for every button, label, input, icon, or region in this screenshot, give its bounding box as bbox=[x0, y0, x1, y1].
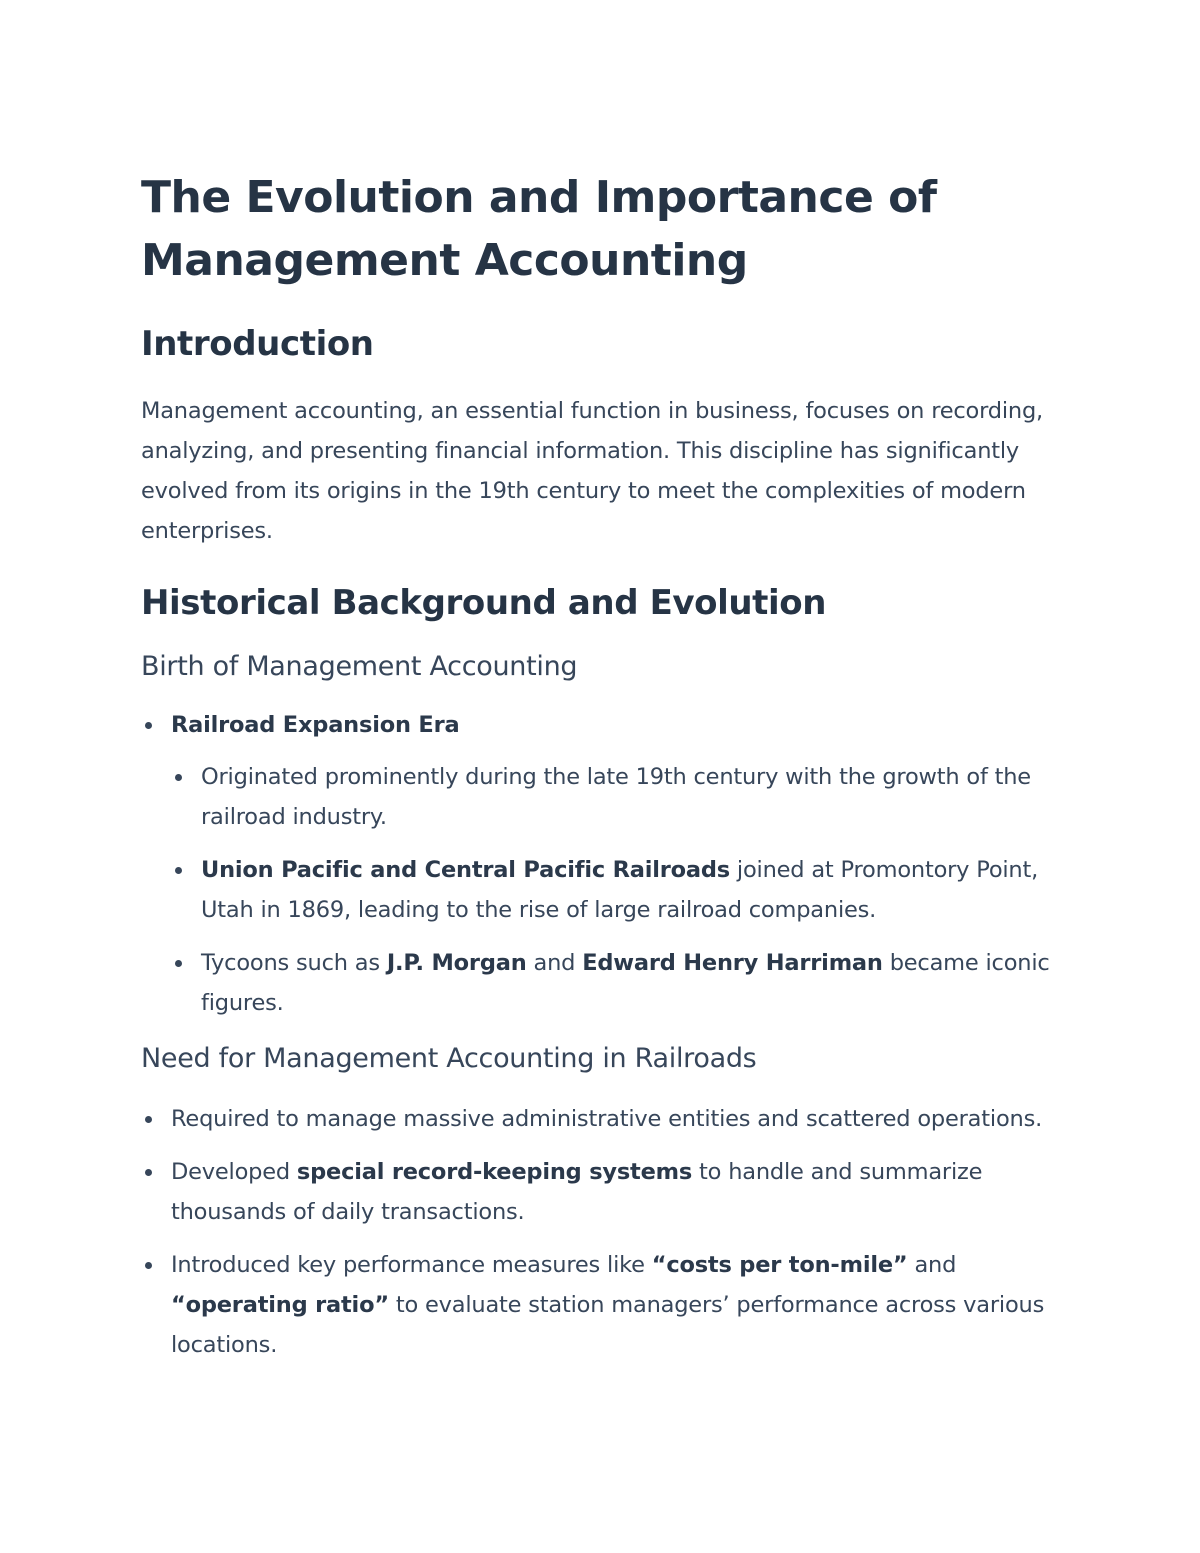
item-bold: J.P. Morgan bbox=[386, 950, 527, 976]
birth-heading: Birth of Management Accounting bbox=[141, 651, 578, 682]
item-bold: “operating ratio” bbox=[171, 1292, 389, 1318]
item-bold: Edward Henry Harriman bbox=[582, 950, 883, 976]
list-item bbox=[141, 1245, 1050, 1365]
item-text: and bbox=[526, 950, 583, 976]
document-title: The Evolution and Importance of Management Accounting bbox=[141, 172, 937, 286]
list-item bbox=[171, 757, 1050, 837]
item-text: Required to manage massive administrative entities and scattered operations. bbox=[171, 1106, 1043, 1132]
bullet-icon bbox=[145, 1116, 152, 1123]
introduction-heading: Introduction bbox=[141, 324, 374, 364]
item-text: Tycoons such as bbox=[201, 950, 387, 976]
item-text: Introduced key performance measures like bbox=[171, 1252, 652, 1278]
list-item bbox=[141, 1152, 1050, 1232]
bullet-icon bbox=[145, 722, 152, 729]
bullet-icon bbox=[175, 774, 182, 781]
item-bold: Union Pacific and Central Pacific Railroads bbox=[201, 857, 730, 883]
item-text: to evaluate station managers’ performance across various locations. bbox=[171, 1292, 1045, 1358]
item-text: Developed bbox=[171, 1159, 297, 1185]
list-item bbox=[141, 705, 1050, 1023]
item-text: became iconic figures. bbox=[201, 950, 1050, 1016]
list-item bbox=[171, 943, 1050, 1023]
item-bold: “costs per ton-mile” bbox=[651, 1252, 908, 1278]
bullet-icon bbox=[145, 1169, 152, 1176]
need-list bbox=[141, 1099, 1050, 1365]
bullet-icon bbox=[175, 960, 182, 967]
introduction-paragraph: Management accounting, an essential function in business, focuses on recording, analyzing, and presenting financial information. This discipline has significantly evolved from its origins in the 19th century to meet the complexities of modern enterprises. bbox=[141, 398, 1044, 544]
bullet-icon bbox=[145, 1262, 152, 1269]
item-text: and bbox=[907, 1252, 957, 1278]
item-text: joined at Promontory Point, Utah in 1869, leading to the rise of large railroad companies. bbox=[201, 857, 1039, 923]
history-heading: Historical Background and Evolution bbox=[141, 583, 827, 623]
bullet-icon bbox=[175, 867, 182, 874]
item-bold: special record-keeping systems bbox=[296, 1159, 693, 1185]
item-text: Originated prominently during the late 19th century with the growth of the railroad industry. bbox=[201, 764, 1031, 830]
list-item bbox=[141, 1099, 1050, 1139]
era-sublist bbox=[171, 757, 1050, 1023]
era-label: Railroad Expansion Era bbox=[171, 712, 460, 738]
birth-list bbox=[141, 705, 1050, 1023]
list-item bbox=[171, 850, 1050, 930]
need-heading: Need for Management Accounting in Railroads bbox=[141, 1043, 757, 1074]
item-text: to handle and summarize thousands of daily transactions. bbox=[171, 1159, 983, 1225]
